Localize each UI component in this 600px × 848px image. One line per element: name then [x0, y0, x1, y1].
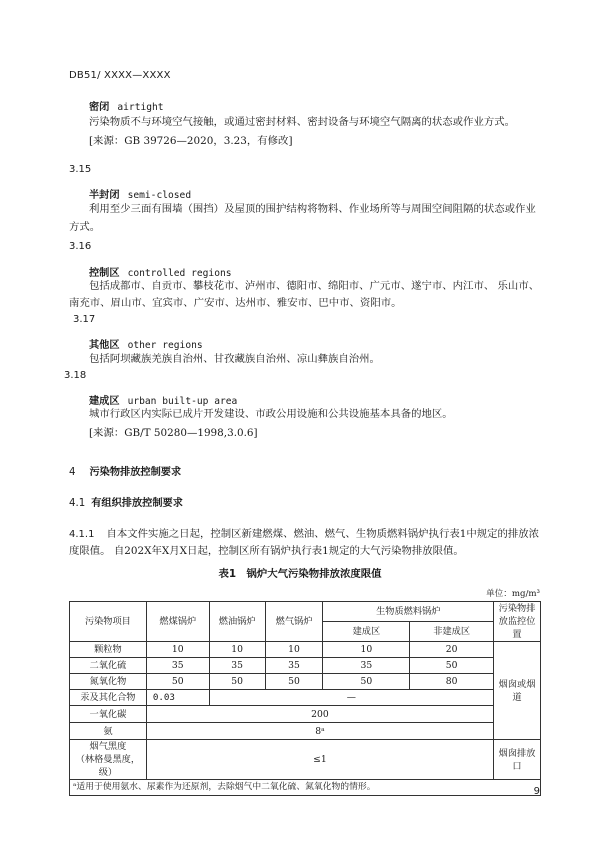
- table-row: [70, 658, 541, 674]
- section-number: 4.1: [69, 498, 86, 509]
- term-controlled-regions-definition-cont: 南充市、眉山市、宜宾市、广安市、达州市、雅安市、巴中市、资阳市。: [69, 297, 402, 309]
- table-footnote: ᵃ适用于使用氨水、尿素作为还原剂，去除烟气中二氧化硫、氮氧化物的情形。: [70, 780, 541, 796]
- table-header-row: [70, 602, 541, 622]
- clause-4-1-1-line2: 度限值。 自202X年X月X日起，控制区所有锅炉执行表1规定的大气污染物排放限值。: [69, 545, 464, 557]
- row-name: 汞及其化合物: [70, 690, 147, 706]
- term-other-regions-title: [89, 336, 203, 351]
- section-title: 有组织排放控制要求: [91, 498, 183, 509]
- row-name: 二氧化硫: [70, 658, 147, 674]
- cell-mercury-rest: —: [209, 690, 493, 706]
- row-name-smoke: [70, 740, 147, 780]
- cell-gas: 35: [265, 658, 323, 674]
- smoke-name-line2: （林格曼黑度，级）: [75, 754, 141, 778]
- term-english: other regions: [127, 340, 203, 351]
- table-row: [70, 723, 541, 740]
- clause-number: 4.1.1: [69, 529, 95, 540]
- table-row: [70, 740, 541, 780]
- section-title: 污染物排放控制要求: [89, 467, 182, 478]
- term-name: 密闭: [89, 102, 110, 113]
- term-semi-closed-title: [89, 186, 191, 201]
- smoke-name-line1: 烟气黑度: [89, 741, 127, 752]
- section-number: 4: [69, 467, 76, 478]
- header-biomass: 生物质燃料锅炉: [323, 602, 494, 622]
- cell-monitor-main: 烟囱或烟道: [494, 642, 541, 740]
- term-english: semi-closed: [127, 190, 192, 201]
- term-number: 3.17: [73, 314, 96, 325]
- row-name: 颗粒物: [70, 642, 147, 658]
- term-number: 3.18: [64, 370, 87, 381]
- term-semi-closed-definition-cont: 方式。: [69, 221, 101, 233]
- cell-nonbuiltup: 80: [410, 674, 494, 690]
- header-builtup: 建成区: [323, 622, 410, 642]
- cell-coal: 0.03: [146, 690, 209, 706]
- term-english: airtight: [117, 102, 164, 113]
- row-name: 氮氧化物: [70, 674, 147, 690]
- cell-builtup: 50: [323, 674, 410, 690]
- header-monitor: 污染物排放监控位置: [494, 602, 541, 642]
- cell-nh3-value: 8ᵃ: [146, 723, 493, 740]
- cell-co-value: 200: [146, 706, 493, 723]
- term-airtight-source: [来源：GB 39726—2020，3.23，有修改]: [89, 135, 293, 147]
- cell-oil: 10: [209, 642, 265, 658]
- term-urban-builtup-source: [来源：GB/T 50280—1998,3.0.6]: [89, 427, 258, 439]
- cell-nonbuiltup: 50: [410, 658, 494, 674]
- table-row: [70, 674, 541, 690]
- header-pollutant: 污染物项目: [70, 602, 147, 642]
- header-coal: 燃煤锅炉: [146, 602, 209, 642]
- term-name: 控制区: [89, 268, 120, 279]
- term-other-regions-definition: 包括阿坝藏族羌族自治州、甘孜藏族自治州、凉山彝族自治州。: [89, 353, 380, 365]
- cell-builtup: 35: [323, 658, 410, 674]
- header-gas: 燃气锅炉: [265, 602, 323, 642]
- section-4-1-heading: [69, 494, 183, 509]
- clause-text: 自本文件实施之日起，控制区新建燃煤、燃油、燃气、生物质燃料锅炉执行表1中规定的排放浓: [106, 528, 540, 540]
- term-semi-closed-definition: 利用至少三面有围墙（围挡）及屋顶的围护结构将物料、作业场所等与周围空间阻隔的状态或作业: [89, 203, 536, 215]
- table-1-unit: 单位：mg/m³: [486, 589, 540, 599]
- cell-nonbuiltup: 20: [410, 642, 494, 658]
- doc-code-header: DB51/ XXXX—XXXX: [69, 70, 171, 81]
- page-number: 9: [533, 786, 540, 797]
- cell-monitor-smoke: 烟囱排放口: [494, 740, 541, 780]
- table-1-caption: 表1 锅炉大气污染物排放浓度限值: [218, 568, 382, 580]
- term-number: 3.16: [69, 241, 92, 252]
- section-4-heading: [69, 463, 181, 478]
- header-nonbuiltup: 非建成区: [410, 622, 494, 642]
- cell-oil: 50: [209, 674, 265, 690]
- row-name: 一氧化碳: [70, 706, 147, 723]
- term-name: 建成区: [89, 396, 120, 407]
- term-english: controlled regions: [127, 268, 232, 279]
- cell-coal: 35: [146, 658, 209, 674]
- table-1: [69, 601, 541, 796]
- term-controlled-regions-definition: 包括成都市、自贡市、攀枝花市、泸州市、德阳市、绵阳市、广元市、遂宁市、内江市、 乐山市、: [89, 280, 540, 292]
- term-urban-builtup-definition: 城市行政区内实际已成片开发建设、市政公用设施和公共设施基本具备的地区。: [89, 408, 453, 420]
- cell-coal: 10: [146, 642, 209, 658]
- table-row: [70, 642, 541, 658]
- header-oil: 燃油锅炉: [209, 602, 265, 642]
- cell-builtup: 10: [323, 642, 410, 658]
- cell-gas: 10: [265, 642, 323, 658]
- table-row: [70, 690, 541, 706]
- table-footnote-row: [70, 780, 541, 796]
- cell-oil: 35: [209, 658, 265, 674]
- table-row: [70, 706, 541, 723]
- row-name: 氨: [70, 723, 147, 740]
- term-english: urban built-up area: [127, 396, 238, 407]
- term-number: 3.15: [69, 164, 92, 175]
- cell-smoke-value: ≤1: [146, 740, 493, 780]
- term-airtight-definition: 污染物质不与环境空气接触，或通过密封材料、密封设备与环境空气隔离的状态或作业方式。: [89, 116, 516, 128]
- term-name: 其他区: [89, 340, 120, 351]
- term-airtight-title: [89, 98, 164, 113]
- cell-coal: 50: [146, 674, 209, 690]
- cell-gas: 50: [265, 674, 323, 690]
- term-name: 半封闭: [89, 190, 120, 201]
